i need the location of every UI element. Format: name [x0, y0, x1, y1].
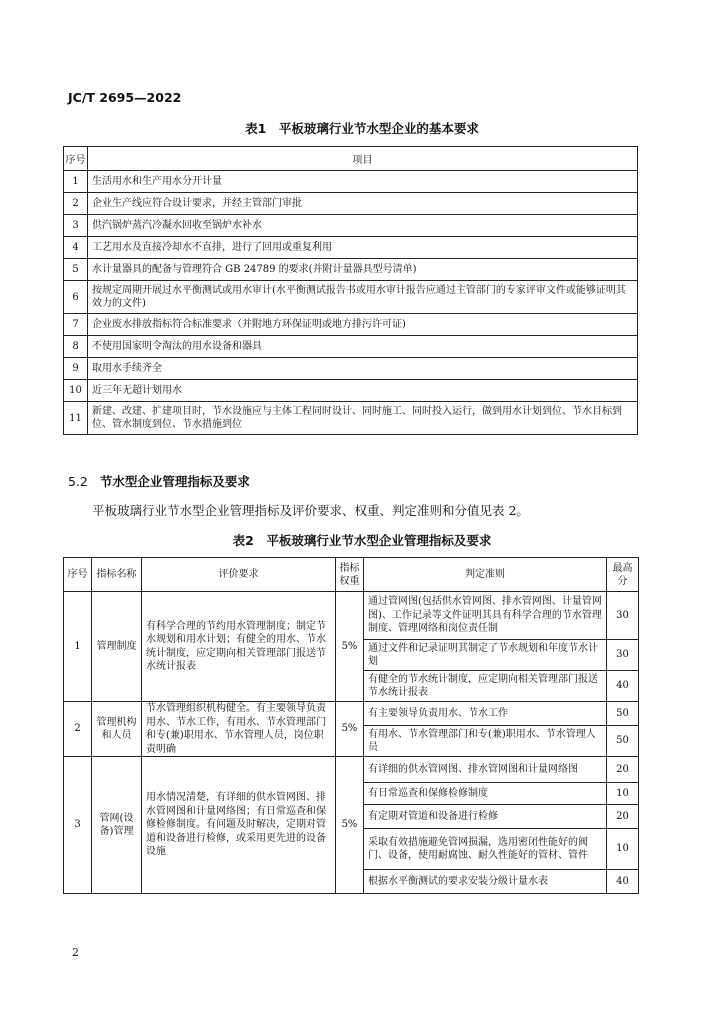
table2-group-weight: 5%	[336, 592, 364, 702]
table2-header-req: 评价要求	[142, 558, 336, 592]
table1-row	[64, 281, 638, 314]
table2-row	[64, 702, 639, 726]
table2-header-criteria: 判定准则	[364, 558, 607, 592]
table2-group-name: 管理制度	[92, 592, 142, 702]
page-number: 2	[72, 946, 79, 959]
table2-caption: 表2 平板玻璃行业节水型企业管理指标及要求	[232, 533, 492, 548]
table2-group-no: 1	[64, 592, 92, 702]
table1-row-item: 企业废水排放指标符合标准要求（并附地方环保证明或地方排污许可证)	[88, 314, 638, 336]
table1-row-no: 5	[64, 259, 88, 281]
table2-score: 30	[607, 640, 639, 671]
table2-score: 10	[607, 783, 639, 805]
table1-row-item: 近三年无超计划用水	[88, 380, 638, 402]
table2-row	[64, 592, 639, 640]
table2-score: 10	[607, 829, 639, 870]
standard-number: JC/T 2695—2022	[68, 90, 182, 105]
table2-group-name: 管理机构和人员	[92, 702, 142, 757]
table1-row	[64, 215, 638, 237]
table1-row-item: 新建、改建、扩建项目时，节水设施应与主体工程同时设计、同时施工、同时投入运行，做到用水计划到位、节水目标到位、管水制度到位、节水措施到位	[88, 402, 638, 435]
table2-score: 50	[607, 726, 639, 757]
table2-criterion: 有定期对管道和设备进行检修	[364, 805, 607, 829]
table2-management-indicators	[63, 557, 639, 894]
table1-row-no: 10	[64, 380, 88, 402]
table2-score: 40	[607, 870, 639, 894]
table1-row	[64, 314, 638, 336]
table2-header-weight: 指标权重	[336, 558, 364, 592]
table2-criterion: 有用水、节水管理部门和专(兼)职用水、节水管理人员	[364, 726, 607, 757]
table1-row-no: 3	[64, 215, 88, 237]
table2-criterion: 有主要领导负责用水、节水工作	[364, 702, 607, 726]
table1-row-item: 取用水手续齐全	[88, 358, 638, 380]
table1-row-no: 11	[64, 402, 88, 435]
table2-criterion: 有日常巡查和保修检修制度	[364, 783, 607, 805]
table1-row-item: 水计量器具的配备与管理符合 GB 24789 的要求(并附计量器具型号清单)	[88, 259, 638, 281]
table1-row-item: 企业生产线应符合设计要求，并经主管部门审批	[88, 193, 638, 215]
table1-header-no: 序号	[64, 147, 88, 171]
table2-group-req: 用水情况清楚，有详细的供水管网图、排水管网图和计量网络图；有日常巡查和保修检修制度。有问题及时解决，定期对管道和设备进行检修，或采用更先进的设备设施	[142, 757, 336, 894]
table2-score: 20	[607, 805, 639, 829]
table1-row	[64, 336, 638, 358]
table2-score: 50	[607, 702, 639, 726]
table1-header-item: 项目	[88, 147, 638, 171]
table1-row-no: 1	[64, 171, 88, 193]
table2-criterion: 有详细的供水管网图、排水管网图和计量网络图	[364, 757, 607, 783]
table2-score: 20	[607, 757, 639, 783]
table2-criterion: 采取有效措施避免管网损漏，选用密闭性能好的阀门、设备，使用耐腐蚀、耐久性能好的管材、管件	[364, 829, 607, 870]
table1-row-item: 不使用国家明令淘汰的用水设备和器具	[88, 336, 638, 358]
table1-row-no: 2	[64, 193, 88, 215]
table2-group-name: 管网(设备)管理	[92, 757, 142, 894]
table2-group-req: 有科学合理的节约用水管理制度；制定节水规划和用水计划；有健全的用水、节水统计制度，应定期向相关管理部门报送节水统计报表	[142, 592, 336, 702]
table1-caption: 表1 平板玻璃行业节水型企业的基本要求	[245, 121, 479, 136]
table1-row-no: 7	[64, 314, 88, 336]
table1-row-no: 6	[64, 281, 88, 314]
table2-criterion: 通过管网图(包括供水管网图、排水管网图、计量管网图)、工作记录等文件证明其具有科学合理的节水管理制度、管理网络和岗位责任制	[364, 592, 607, 640]
table2-score: 30	[607, 592, 639, 640]
table2-header-name: 指标名称	[92, 558, 142, 592]
table1-basic-requirements	[63, 146, 638, 435]
table2-row	[64, 757, 639, 783]
table2-group-no: 3	[64, 757, 92, 894]
table1-row-item: 按规定周期开展过水平衡测试或用水审计(水平衡测试报告书或用水审计报告应通过主管部门的专家评审文件或能够证明其效力的文件)	[88, 281, 638, 314]
table1-row-no: 4	[64, 237, 88, 259]
table1-row-no: 9	[64, 358, 88, 380]
table2-group-req: 节水管理组织机构健全。有主要领导负责用水、节水工作，有用水、节水管理部门和专(兼)职用水、节水管理人员，岗位职责明确	[142, 702, 336, 757]
table2-header-no: 序号	[64, 558, 92, 592]
table1-row	[64, 237, 638, 259]
table1-row	[64, 171, 638, 193]
table1-row	[64, 402, 638, 435]
table2-group-weight: 5%	[336, 757, 364, 894]
section-paragraph: 平板玻璃行业节水型企业管理指标及评价要求、权重、判定准则和分值见表 2。	[92, 503, 529, 518]
table2-group-weight: 5%	[336, 702, 364, 757]
section-heading	[68, 472, 250, 490]
table1-row-item: 生活用水和生产用水分开计量	[88, 171, 638, 193]
table2-criterion: 通过文件和记录证明其制定了节水规划和年度节水计划	[364, 640, 607, 671]
table2-criterion: 根据水平衡测试的要求安装分级计量水表	[364, 870, 607, 894]
table2-header-max: 最高分	[607, 558, 639, 592]
table1-row-item: 供汽锅炉蒸汽冷凝水回收至锅炉水补水	[88, 215, 638, 237]
table1-row-no: 8	[64, 336, 88, 358]
table1-row	[64, 358, 638, 380]
table1-row	[64, 259, 638, 281]
table1-row	[64, 193, 638, 215]
table1-row	[64, 380, 638, 402]
table2-criterion: 有健全的节水统计制度，应定期向相关管理部门报送节水统计报表	[364, 671, 607, 702]
table1-row-item: 工艺用水及直接冷却水不直排，进行了回用或重复利用	[88, 237, 638, 259]
section-title: 节水型企业管理指标及要求	[99, 474, 250, 489]
table2-group-no: 2	[64, 702, 92, 757]
table2-score: 40	[607, 671, 639, 702]
section-number: 5.2	[68, 474, 88, 489]
